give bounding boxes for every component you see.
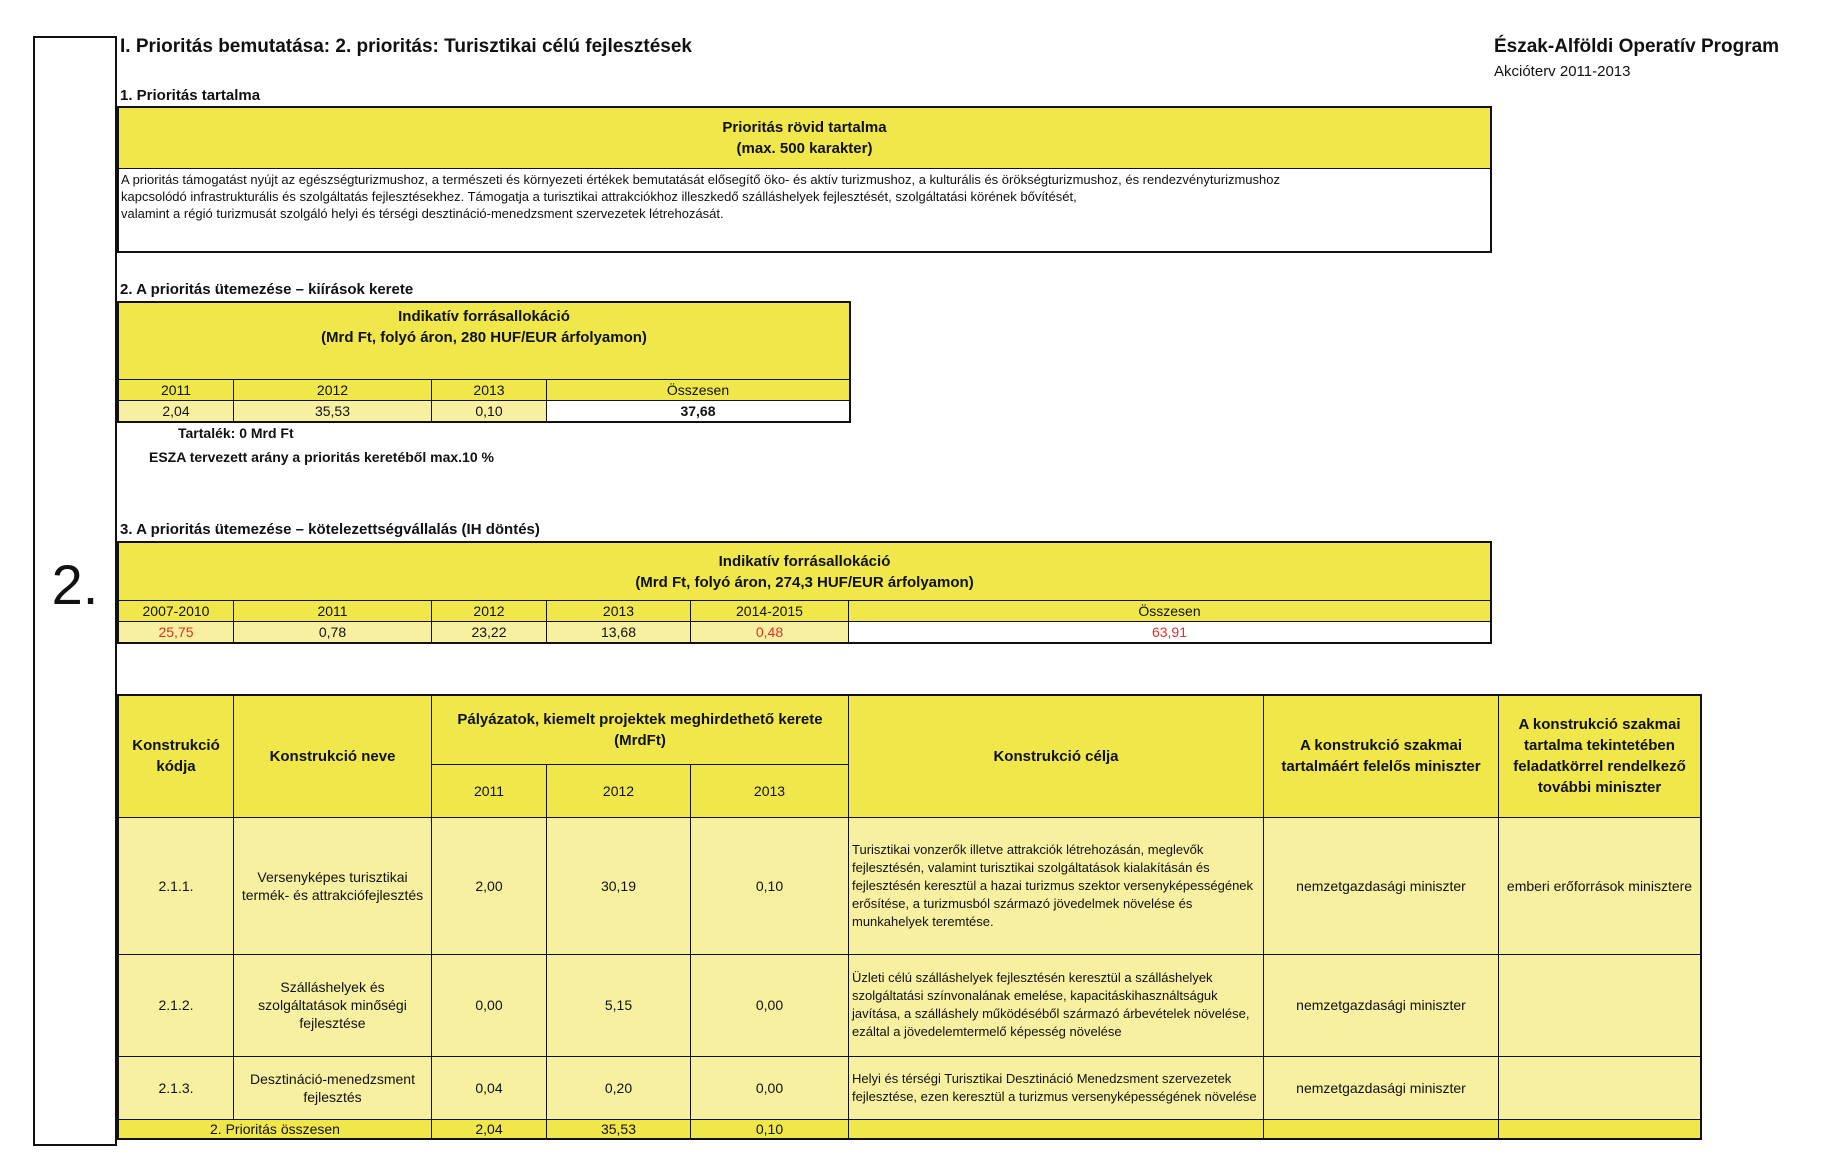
table-row xyxy=(118,954,1701,1056)
constructions-table xyxy=(117,694,1702,1140)
header-goal: Konstrukció célja xyxy=(849,695,1264,817)
calls-allocation-table xyxy=(117,301,851,423)
section2-heading: 2. A prioritás ütemezése – kiírások kerete xyxy=(120,281,414,298)
col-header: 2007-2010 xyxy=(118,601,234,622)
section3-heading: 3. A prioritás ütemezése – kötelezettségvállalás (IH döntés) xyxy=(120,521,540,538)
priority-text-line: valamint a régió turizmusát szolgáló helyi és térségi desztináció-menedzsment szervezetek létrehozását. xyxy=(121,206,724,221)
total-other-empty xyxy=(1499,1119,1702,1139)
total-minister-empty xyxy=(1264,1119,1499,1139)
total-cell: 63,91 xyxy=(849,622,1492,643)
row-goal: Turisztikai vonzerők illetve attrakciók létrehozásán, meglevők fejlesztésén, valamint turisztikai szolgáltatások kialakításán és fejlesztésén keresztül a hazai turizmus szektor versenyképességének erősítése, a turizmusból származó jövedelmek növelése és munkahelyek teremtése. xyxy=(849,817,1264,954)
row-code: 2.1.3. xyxy=(118,1056,234,1119)
col-header: 2014-2015 xyxy=(691,601,849,622)
header-year: 2013 xyxy=(691,764,849,817)
row-2012: 30,19 xyxy=(547,817,691,954)
total-2011: 2,04 xyxy=(432,1119,547,1139)
total-cell: 37,68 xyxy=(547,401,851,422)
total-2013: 0,10 xyxy=(691,1119,849,1139)
commitment-allocation-table xyxy=(117,541,1492,644)
esza-note: ESZA tervezett arány a prioritás keretéből max.10 % xyxy=(149,449,494,465)
row-other-minister xyxy=(1499,1056,1702,1119)
priority-text-line: kapcsolódó infrastrukturális és szolgáltatás fejlesztésekhez. Támogatja a turisztikai attrakciókhoz illeszkedő szálláshelyek fejlesztését, szolgáltatási körének bővítését, xyxy=(121,189,1077,204)
value-cell: 35,53 xyxy=(234,401,432,422)
row-2012: 0,20 xyxy=(547,1056,691,1119)
value-cell: 0,10 xyxy=(432,401,547,422)
row-goal: Üzleti célú szálláshelyek fejlesztésén keresztül a szálláshelyek szolgáltatási színvonalának emelése, kapacitáskihasználtságuk javítása, a szálláshely működéséből származó árbevételek növelése, ezáltal a jövedelemtermelő képesség növelése xyxy=(849,954,1264,1056)
row-other-minister xyxy=(1499,954,1702,1056)
col-header: 2013 xyxy=(547,601,691,622)
commitment-allocation-header xyxy=(118,542,1491,601)
row-2013: 0,00 xyxy=(691,1056,849,1119)
priority-text-line: A prioritás támogatást nyújt az egészségturizmushoz, a természeti és környezeti értékek bemutatását elősegítő öko- és aktív turizmushoz, a kulturális és örökségturizmushoz, és rendezvényturizmushoz xyxy=(121,172,1280,187)
value-cell: 0,78 xyxy=(234,622,432,643)
commitment-allocation-title: Indikatív forrásallokáció xyxy=(718,552,891,570)
total-row xyxy=(118,1119,1701,1139)
side-number: 2. xyxy=(51,553,99,616)
priority-content-header xyxy=(118,107,1491,169)
calls-allocation-header xyxy=(118,302,850,380)
total-2012: 35,53 xyxy=(547,1119,691,1139)
priority-content-text xyxy=(118,169,1491,253)
row-name: Versenyképes turisztikai termék- és attrakciófejlesztés xyxy=(234,817,432,954)
calls-allocation-subtitle: (Mrd Ft, folyó áron, 280 HUF/EUR árfolyamon) xyxy=(321,329,647,346)
program-subtitle: Akcióterv 2011-2013 xyxy=(1494,63,1631,80)
value-cell: 23,22 xyxy=(432,622,547,643)
priority-content-limit: (max. 500 karakter) xyxy=(736,140,873,157)
header-name: Konstrukció neve xyxy=(234,695,432,817)
header-year: 2012 xyxy=(547,764,691,817)
row-2012: 5,15 xyxy=(547,954,691,1056)
header-minister: A konstrukció szakmai tartalmáért felelős miniszter xyxy=(1264,695,1499,817)
row-goal: Helyi és térségi Turisztikai Desztináció Menedzsment szervezetek fejlesztése, ezen keresztül a turizmus versenyképességének növelése xyxy=(849,1056,1264,1119)
row-2013: 0,00 xyxy=(691,954,849,1056)
row-2011: 2,00 xyxy=(432,817,547,954)
row-2011: 0,04 xyxy=(432,1056,547,1119)
reserve-note: Tartalék: 0 Mrd Ft xyxy=(178,425,294,441)
row-2011: 0,00 xyxy=(432,954,547,1056)
section1-heading: 1. Prioritás tartalma xyxy=(120,87,261,104)
row-code: 2.1.2. xyxy=(118,954,234,1056)
row-minister: nemzetgazdasági miniszter xyxy=(1264,817,1499,954)
header-budget-unit: (MrdFt) xyxy=(614,731,666,749)
total-goal-empty xyxy=(849,1119,1264,1139)
header-budget-title: Pályázatok, kiemelt projektek meghirdethető kerete xyxy=(457,710,823,728)
row-minister: nemzetgazdasági miniszter xyxy=(1264,954,1499,1056)
priority-content-table xyxy=(117,106,1492,253)
row-other-minister: emberi erőforrások minisztere xyxy=(1499,817,1702,954)
header-budget xyxy=(432,695,849,764)
total-label: 2. Prioritás összesen xyxy=(118,1119,432,1139)
page-title: I. Prioritás bemutatása: 2. prioritás: Turisztikai célú fejlesztések xyxy=(120,36,692,57)
row-name: Desztináció-menedzsment fejlesztés xyxy=(234,1056,432,1119)
value-cell: 0,48 xyxy=(691,622,849,643)
row-code: 2.1.1. xyxy=(118,817,234,954)
priority-content-title: Prioritás rövid tartalma xyxy=(722,119,887,136)
table-row xyxy=(118,1056,1701,1119)
col-header: 2011 xyxy=(118,380,234,401)
col-header: 2012 xyxy=(432,601,547,622)
col-header: 2012 xyxy=(234,380,432,401)
table-row xyxy=(118,817,1701,954)
col-header: Összesen xyxy=(849,601,1492,622)
col-header: Összesen xyxy=(547,380,851,401)
value-cell: 25,75 xyxy=(118,622,234,643)
header-code: Konstrukció kódja xyxy=(118,695,234,817)
program-name: Észak-Alföldi Operatív Program xyxy=(1494,36,1780,57)
header-year: 2011 xyxy=(432,764,547,817)
calls-allocation-title: Indikatív forrásallokáció xyxy=(398,308,570,325)
commitment-allocation-subtitle: (Mrd Ft, folyó áron, 274,3 HUF/EUR árfolyamon) xyxy=(635,573,974,591)
col-header: 2011 xyxy=(234,601,432,622)
header-other-minister: A konstrukció szakmai tartalma tekintetében feladatkörrel rendelkező további miniszter xyxy=(1499,695,1702,817)
row-2013: 0,10 xyxy=(691,817,849,954)
value-cell: 13,68 xyxy=(547,622,691,643)
col-header: 2013 xyxy=(432,380,547,401)
row-name: Szálláshelyek és szolgáltatások minőségi fejlesztése xyxy=(234,954,432,1056)
value-cell: 2,04 xyxy=(118,401,234,422)
row-minister: nemzetgazdasági miniszter xyxy=(1264,1056,1499,1119)
